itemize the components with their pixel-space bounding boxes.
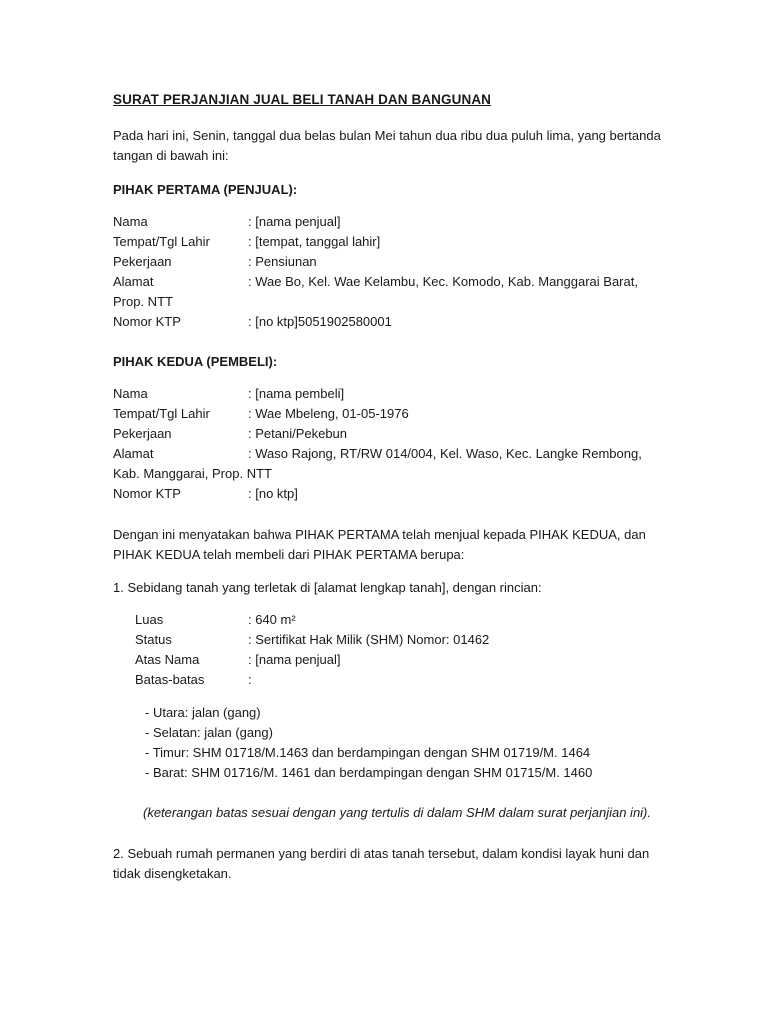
pihak-kedua-row (113, 424, 661, 444)
border-item: - Timur: SHM 01718/M.1463 dan berdampingan dengan SHM 01719/M. 1464 (145, 745, 591, 760)
pihak-kedua-row (113, 404, 661, 424)
row-label: Nama (113, 386, 148, 401)
row-value: : Wae Bo, Kel. Wae Kelambu, Kec. Komodo, Kab. Manggarai Barat, Prop. NTT (113, 274, 638, 309)
row-value: : [no ktp] (248, 486, 298, 501)
land-detail-row (135, 670, 252, 690)
pihak-pertama-row (113, 312, 661, 332)
row-value: : [nama penjual] (248, 214, 341, 229)
row-label: Luas (135, 612, 164, 627)
pihak-pertama-row (113, 272, 661, 312)
row-label: Nomor KTP (113, 314, 181, 329)
pihak-pertama-row (113, 232, 661, 252)
border-item: - Barat: SHM 01716/M. 1461 dan berdampingan dengan SHM 01715/M. 1460 (145, 765, 593, 780)
row-label: Atas Nama (135, 652, 200, 667)
pihak-kedua-heading: PIHAK KEDUA (PEMBELI): (113, 354, 278, 369)
statement-paragraph: Dengan ini menyatakan bahwa PIHAK PERTAMA telah menjual kepada PIHAK KEDUA, dan PIHAK KEDUA telah membeli dari PIHAK PERTAMA berupa: (113, 527, 646, 562)
pihak-pertama-heading: PIHAK PERTAMA (PENJUAL): (113, 182, 298, 197)
land-detail-row (135, 650, 341, 670)
border-item: - Selatan: jalan (gang) (145, 725, 273, 740)
pihak-kedua-row (113, 484, 661, 504)
row-value: : Wae Mbeleng, 01-05-1976 (248, 406, 409, 421)
row-value: : Petani/Pekebun (248, 426, 348, 441)
document-title: SURAT PERJANJIAN JUAL BELI TANAH DAN BANGUNAN (113, 92, 492, 107)
row-label: Tempat/Tgl Lahir (113, 406, 210, 421)
row-label: Batas-batas (135, 672, 205, 687)
border-note: (keterangan batas sesuai dengan yang tertulis di dalam SHM dalam surat perjanjian ini). (143, 805, 652, 820)
row-label: Alamat (113, 446, 154, 461)
item-1-text: 1. Sebidang tanah yang terletak di [alamat lengkap tanah], dengan rincian: (113, 580, 542, 595)
row-label: Nama (113, 214, 148, 229)
row-value: : Waso Rajong, RT/RW 014/004, Kel. Waso, Kec. Langke Rembong, Kab. Manggarai, Prop. NTT (113, 446, 642, 481)
row-value: : [nama penjual] (248, 652, 341, 667)
row-label: Tempat/Tgl Lahir (113, 234, 210, 249)
land-detail-row (135, 630, 489, 650)
row-value: : (248, 672, 252, 687)
pihak-kedua-row (113, 444, 661, 484)
row-label: Alamat (113, 274, 154, 289)
border-item: - Utara: jalan (gang) (145, 705, 261, 720)
intro-paragraph: Pada hari ini, Senin, tanggal dua belas bulan Mei tahun dua ribu dua puluh lima, yang bertanda tangan di bawah ini: (113, 128, 661, 163)
row-value: : Sertifikat Hak Milik (SHM) Nomor: 01462 (248, 632, 490, 647)
row-value: : 640 m² (248, 612, 296, 627)
pihak-pertama-row (113, 212, 661, 232)
land-detail-row (135, 610, 296, 630)
row-value: : [tempat, tanggal lahir] (248, 234, 381, 249)
row-label: Status (135, 632, 172, 647)
pihak-pertama-row (113, 252, 661, 272)
row-label: Nomor KTP (113, 486, 181, 501)
row-label: Pekerjaan (113, 254, 172, 269)
row-value: : [nama pembeli] (248, 386, 345, 401)
row-value: : Pensiunan (248, 254, 317, 269)
pihak-kedua-row (113, 384, 661, 404)
row-value: : [no ktp]5051902580001 (248, 314, 392, 329)
item-2-text: 2. Sebuah rumah permanen yang berdiri di atas tanah tersebut, dalam kondisi layak huni dan tidak disengketakan. (113, 846, 650, 881)
row-label: Pekerjaan (113, 426, 172, 441)
